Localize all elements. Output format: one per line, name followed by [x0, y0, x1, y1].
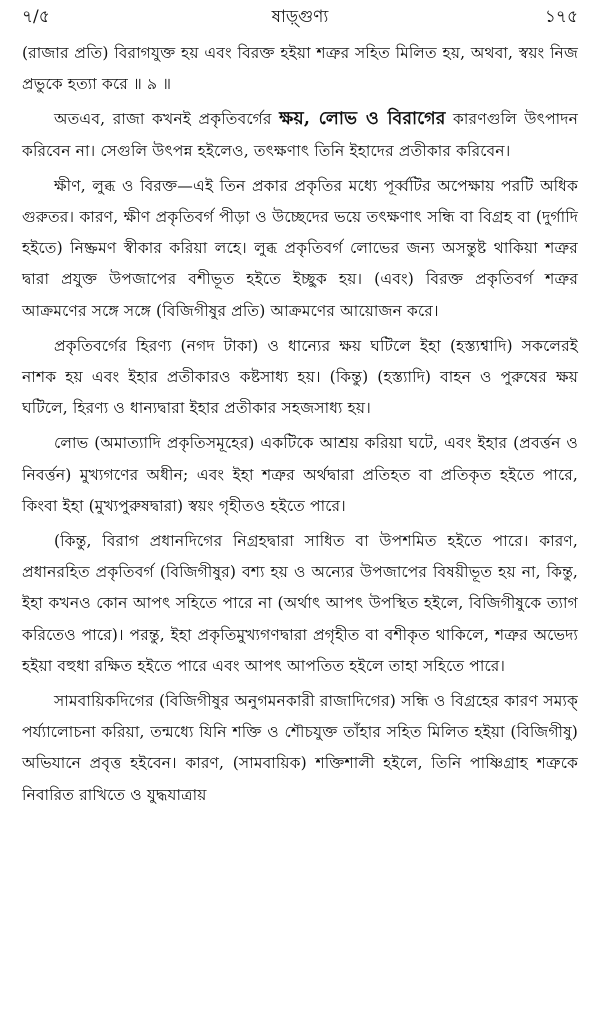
running-title: ষাড়্গুণ্য: [271, 7, 329, 27]
body-text: [22, 38, 578, 811]
page-number: ১৭৫: [544, 7, 578, 27]
paragraph-2-start: অতএব, রাজা কখনই প্রকৃতিবর্গের: [54, 110, 280, 129]
paragraph-2-emphasis: ক্ষয়, লোভ ও বিরাগের: [279, 109, 446, 130]
chapter-marker: ৭/৫: [22, 7, 50, 27]
paragraph-6: (কিন্তু, বিরাগ প্রধানদিগের নিগ্রহদ্বারা সাধিত বা উপশমিত হইতে পারে। কারণ, প্রধানরহিত প্রকৃতিবর্গ (বিজিগীষুর) বশ্য হয় ও অন্যের উপজাপের বিষয়ীভূত হয় না, কিন্তু, ইহা কখনও কোন আপৎ সহিতে পারে না (অর্থাৎ আপৎ উপস্থিত হইলে, বিজিগীষুকে ত্যাগ করিতেও পারে)। পরন্তু, ইহা প্রকৃতিমুখ্যগণদ্বারা প্রগৃহীত বা বশীকৃত থাকিলে, শত্রুর অভেদ্য হইয়া বহুধা রক্ষিত হইতে পারে এবং আপৎ আপতিত হইলে তাহা সহিতে পারে।: [22, 532, 578, 675]
paragraph-7: সামবায়িকদিগের (বিজিগীষুর অনুগমনকারী রাজাদিগের) সন্ধি ও বিগ্রহের কারণ সম্যক্ পর্য্যালোচনা করিয়া, তন্মধ্যে যিনি শক্তি ও শৌচযুক্ত তাঁহার সহিত মিলিত হইয়া (বিজিগীষু) অভিযানে প্রবৃত্ত হইবেন। কারণ, (সামবায়িক) শক্তিশালী হইলে, তিনি পাষ্ণিগ্রাহ শত্রুকে নিবারিত রাখিতে ও যুদ্ধযাত্রায়: [22, 692, 578, 804]
paragraph-4: প্রকৃতিবর্গের হিরণ্য (নগদ টাকা) ও ধান্যের ক্ষয় ঘটিলে ইহা (হস্ত্যশ্বাদি) সকলেরই নাশক হয় এবং ইহার প্রতীকারও কষ্টসাধ্য হয়। (কিন্তু) (হস্ত্যাদি) বাহন ও পুরুষের ক্ষয় ঘটিলে, হিরণ্য ও ধান্যদ্বারা ইহার প্রতীকার সহজসাধ্য হয়।: [22, 336, 578, 418]
paragraph-2-end: কারণগুলি উৎপাদন করিবেন না। সেগুলি উৎপন্ন হইলেও, তৎক্ষণাৎ তিনি ইহাদের প্রতীকার করিবেন।: [22, 110, 578, 160]
paragraph-5: লোভ (অমাত্যাদি প্রকৃতিসমূহের) একটিকে আশ্রয় করিয়া ঘটে, এবং ইহার (প্রবর্ত্তন ও নিবর্ত্তন) মুখ্যগণের অধীন; এবং ইহা শত্রুর অর্থদ্বারা প্রতিহত বা প্রতিকৃত হইতে পারে, কিংবা ইহা (মুখ্যপুরুষদ্বারা) স্বয়ং গৃহীতও হইতে পারে।: [22, 434, 578, 515]
paragraph-1: (রাজার প্রতি) বিরাগযুক্ত হয় এবং বিরক্ত হইয়া শত্রুর সহিত মিলিত হয়, অথবা, স্বয়ং নিজ প্রভুকে হত্যা করে ॥ ৯ ॥: [22, 44, 578, 94]
running-header: [22, 4, 578, 38]
paragraph-3: ক্ষীণ, লুব্ধ ও বিরক্ত—এই তিন প্রকার প্রকৃতির মধ্যে পূর্ব্বটির অপেক্ষায় পরটি অধিক গুরুতর। কারণ, ক্ষীণ প্রকৃতিবর্গ পীড়া ও উচ্ছেদের ভয়ে তৎক্ষণাৎ সন্ধি বা বিগ্রহ বা (দুর্গাদি হইতে) নিষ্ক্রমণ স্বীকার করিয়া লহে। লুব্ধ প্রকৃতিবর্গ লোভের জন্য অসন্তুষ্ট থাকিয়া শত্রুর দ্বারা প্রযুক্ত উপজাপের বশীভূত হইতে ইচ্ছুক হয়। (এবং) বিরক্ত প্রকৃতিবর্গ শত্রুর আক্রমণের সঙ্গে সঙ্গে (বিজিগীষুর প্রতি) আক্রমণের আয়োজন করে।: [22, 176, 578, 320]
paragraph-2: [22, 104, 578, 166]
